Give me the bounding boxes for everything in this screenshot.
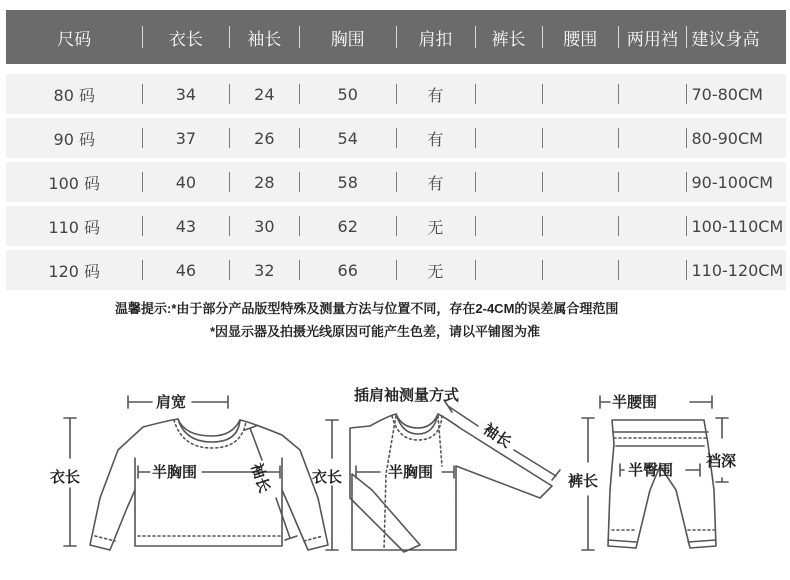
table-cell: 34	[142, 74, 229, 114]
table-cell: 无	[396, 206, 475, 246]
header-cell: 胸围	[299, 10, 396, 64]
table-cell	[542, 74, 618, 114]
table-cell: 46	[142, 250, 229, 290]
table-row	[6, 206, 786, 246]
sweater-outline-icon	[90, 419, 328, 550]
table-cell: 70-80CM	[686, 74, 786, 114]
label-chest: 半胸围	[152, 463, 198, 481]
table-cell: 有	[396, 162, 475, 202]
table-row	[6, 74, 786, 114]
table-cell: 90-100CM	[686, 162, 786, 202]
table-cell: 110-120CM	[686, 250, 786, 290]
table-cell: 40	[142, 162, 229, 202]
table-cell: 无	[396, 250, 475, 290]
label-rise: 裆深	[706, 452, 737, 470]
table-cell	[542, 162, 618, 202]
label-raglan-chest: 半胸围	[388, 463, 434, 481]
table-cell: 43	[142, 206, 229, 246]
label-pants-length: 裤长	[568, 472, 599, 490]
table-cell: 66	[299, 250, 396, 290]
table-cell: 28	[229, 162, 299, 202]
color-note: *因显示器及拍摄光线原因可能产生色差，请以平铺图为准	[210, 324, 541, 339]
table-cell	[542, 118, 618, 158]
table-cell: 100-110CM	[686, 206, 786, 246]
table-cell	[618, 250, 686, 290]
table-cell	[618, 118, 686, 158]
label-length: 衣长	[50, 468, 81, 486]
table-row	[6, 250, 786, 290]
table-cell	[618, 74, 686, 114]
table-header	[6, 10, 786, 64]
table-cell: 50	[299, 74, 396, 114]
table-cell: 32	[229, 250, 299, 290]
header-cell: 袖长	[229, 10, 299, 64]
table-cell: 110 码	[48, 217, 101, 237]
table-cell: 100 码	[48, 173, 101, 193]
table-cell	[542, 250, 618, 290]
table-cell: 120 码	[48, 261, 101, 281]
table-cell: 58	[299, 162, 396, 202]
label-raglan-title: 插肩袖测量方式	[354, 386, 460, 404]
label-shoulder: 肩宽	[156, 393, 187, 411]
label-raglan-length: 衣长	[312, 468, 343, 486]
header-cell: 两用裆	[618, 10, 686, 64]
raglan-outline-icon	[350, 414, 552, 552]
table-cell: 54	[299, 118, 396, 158]
pants-outline-icon	[608, 420, 716, 548]
table-row	[6, 118, 786, 158]
table-cell	[475, 206, 542, 246]
label-sleeve: 袖长	[247, 460, 274, 495]
table-cell: 有	[396, 118, 475, 158]
raglan-diagram	[326, 400, 560, 552]
size-table	[6, 10, 786, 290]
table-cell: 90 码	[53, 129, 95, 149]
table-cell	[475, 118, 542, 158]
table-cell: 有	[396, 74, 475, 114]
header-cell: 尺码	[57, 29, 92, 50]
table-cell: 24	[229, 74, 299, 114]
table-cell: 80-90CM	[686, 118, 786, 158]
table-cell	[618, 162, 686, 202]
table-cell	[475, 162, 542, 202]
table-cell	[475, 250, 542, 290]
label-hip: 半臀围	[628, 461, 674, 479]
label-raglan-sleeve: 袖长	[479, 419, 515, 452]
table-cell: 62	[299, 206, 396, 246]
table-cell	[542, 206, 618, 246]
table-row	[6, 162, 786, 202]
table-cell: 30	[229, 206, 299, 246]
table-cell: 26	[229, 118, 299, 158]
table-cell	[618, 206, 686, 246]
header-cell: 衣长	[142, 10, 229, 64]
measurement-diagrams	[0, 370, 790, 580]
table-cell: 37	[142, 118, 229, 158]
tip-note: 温馨提示:*由于部分产品版型特殊及测量方法与位置不同，存在2-4CM的误差属合理范围	[115, 301, 619, 316]
header-cell: 肩扣	[396, 10, 475, 64]
label-waist: 半腰围	[612, 393, 658, 411]
table-cell: 80 码	[53, 85, 95, 105]
header-cell: 裤长	[475, 10, 542, 64]
table-cell	[475, 74, 542, 114]
header-cell: 腰围	[542, 10, 618, 64]
header-cell: 建议身高	[686, 10, 786, 64]
